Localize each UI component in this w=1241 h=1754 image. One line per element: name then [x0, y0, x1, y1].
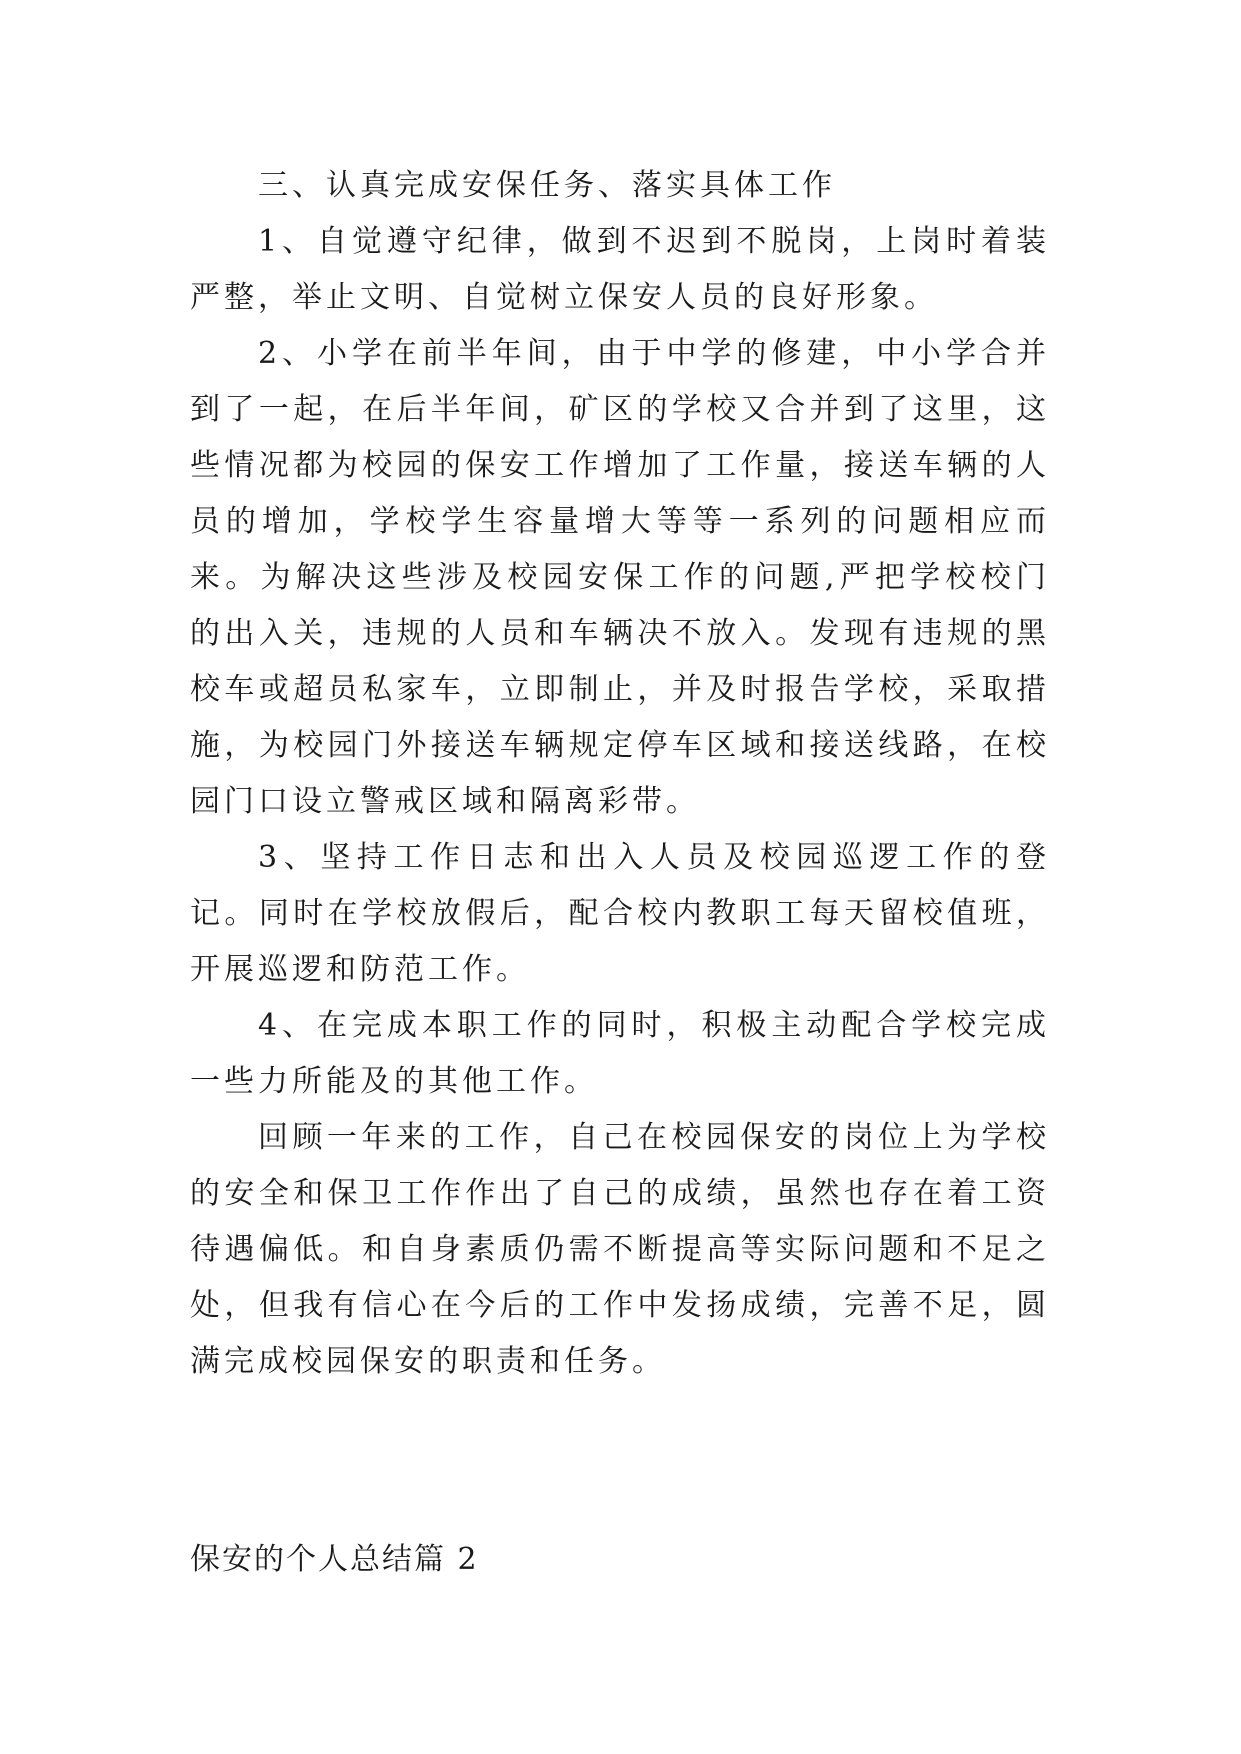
section-heading: 三、认真完成安保任务、落实具体工作 — [258, 168, 836, 203]
paragraph-item-2: 2、小学在前半年间，由于中学的修建，中小学合并到了一起，在后半年间，矿区的学校又合并到了这里，这些情况都为校园的保安工作增加了工作量，接送车辆的人员的增加，学校学生容量增大等等一系列的问题相应而来。为解决这些涉及校园安保工作的问题,严把学校校门的出入关，违规的人员和车辆决不放入。发现有违规的黑校车或超员私家车，立即制止，并及时报告学校，采取措施，为校园门外接送车辆规定停车区域和接送线路，在校园门口设立警戒区域和隔离彩带。 — [190, 336, 1050, 819]
next-section-title: 保安的个人总结篇 2 — [190, 1542, 479, 1577]
paragraph-item-4: 4、在完成本职工作的同时，积极主动配合学校完成一些力所能及的其他工作。 — [190, 1008, 1050, 1099]
paragraph-item-3: 3、坚持工作日志和出入人员及校园巡逻工作的登记。同时在学校放假后，配合校内教职工每天留校值班，开展巡逻和防范工作。 — [190, 840, 1050, 987]
paragraph-summary: 回顾一年来的工作，自己在校园保安的岗位上为学校的安全和保卫工作作出了自己的成绩，虽然也存在着工资待遇偏低。和自身素质仍需不断提高等实际问题和不足之处，但我有信心在今后的工作中发扬成绩，完善不足，圆满完成校园保安的职责和任务。 — [190, 1120, 1050, 1379]
document-body — [190, 158, 1050, 1390]
paragraph-item-1: 1、自觉遵守纪律，做到不迟到不脱岗，上岗时着装严整，举止文明、自觉树立保安人员的良好形象。 — [190, 224, 1050, 315]
